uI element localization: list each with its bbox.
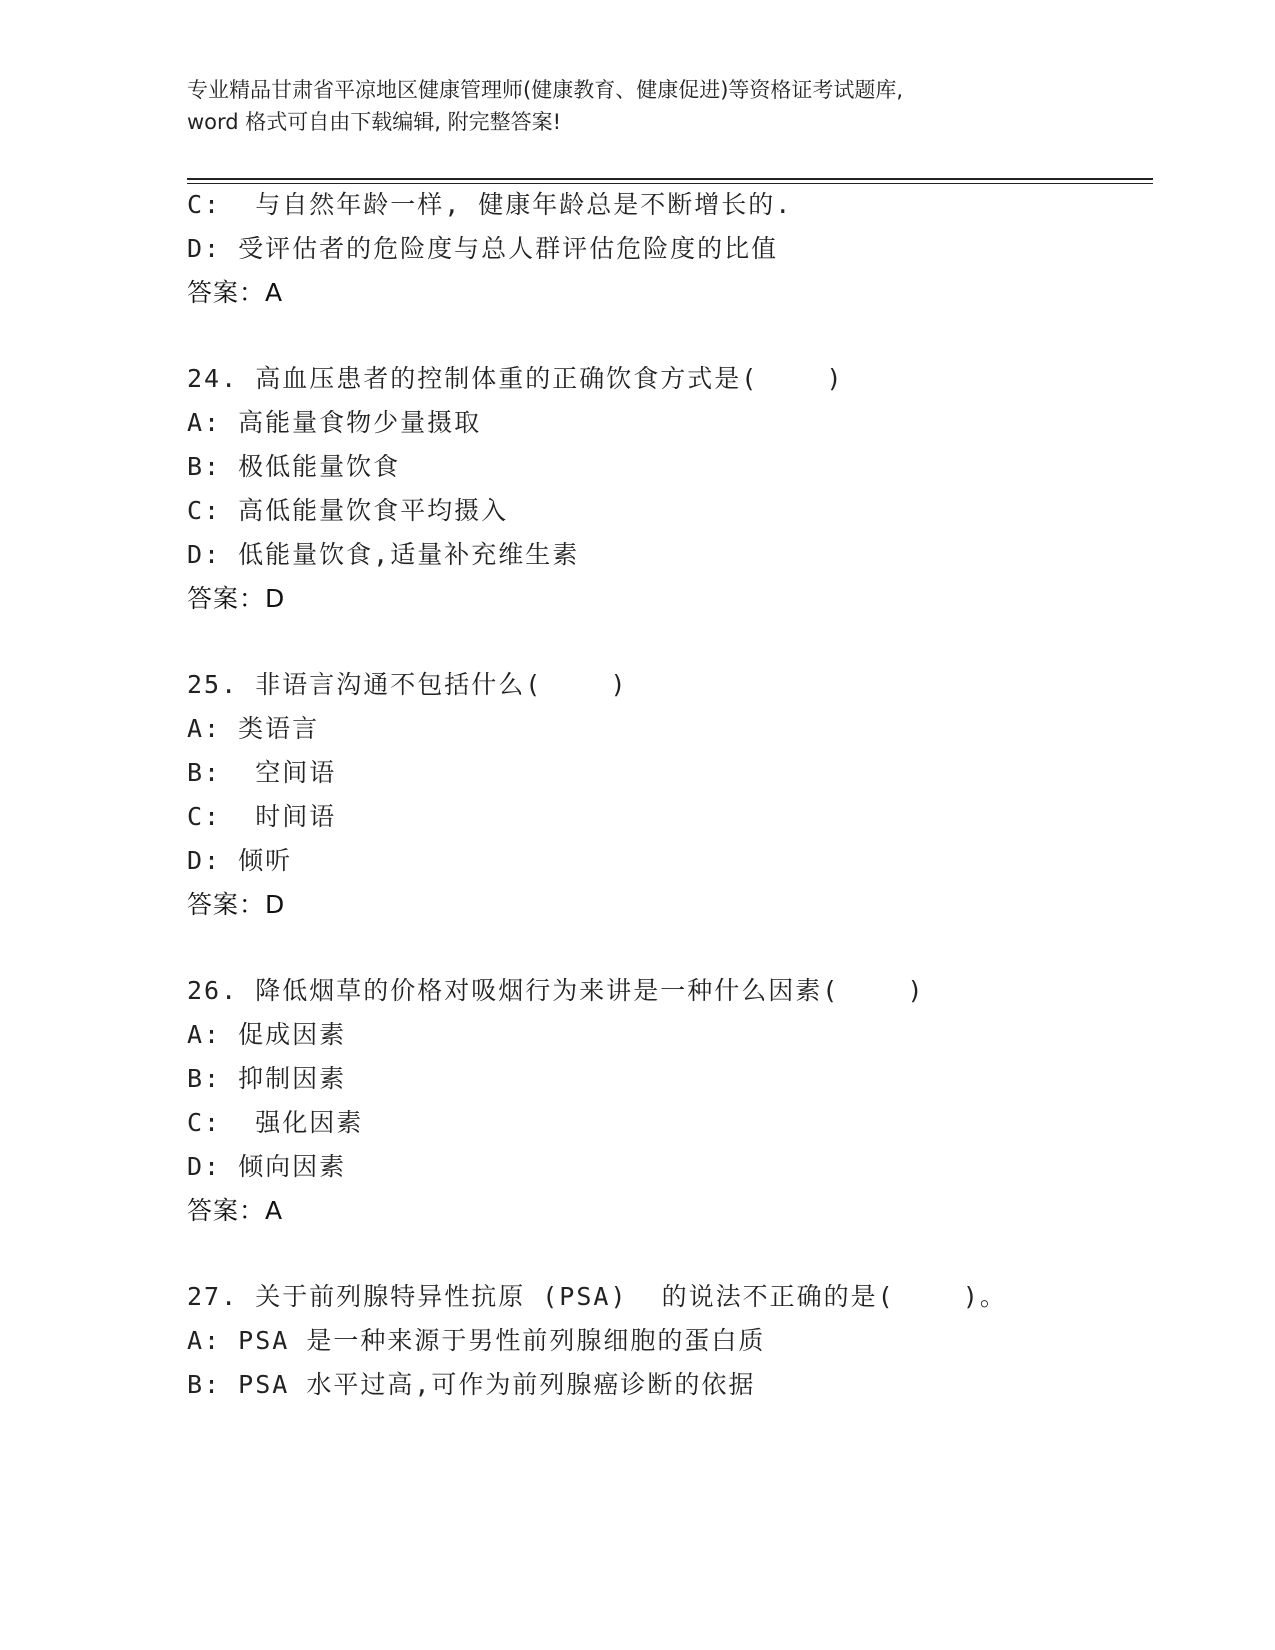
prev-option-c: C: 与自然年龄一样, 健康年龄总是不断增长的. — [187, 190, 793, 219]
question-25-option-a: A: 类语言 — [187, 714, 320, 743]
question-26-option-a: A: 促成因素 — [187, 1020, 347, 1049]
question-25-answer: 答案：D — [187, 890, 286, 919]
header-line-2: word 格式可自由下载编辑, 附完整答案! — [187, 110, 562, 134]
question-24-option-c: C: 高低能量饮食平均摄入 — [187, 496, 509, 525]
question-25-stem: 25. 非语言沟通不包括什么( ) — [187, 670, 628, 699]
question-24-option-a: A: 高能量食物少量摄取 — [187, 408, 482, 437]
question-24-stem: 24. 高血压患者的控制体重的正确饮食方式是( ) — [187, 364, 844, 393]
question-24-option-d: D: 低能量饮食,适量补充维生素 — [187, 540, 580, 569]
question-26-stem: 26. 降低烟草的价格对吸烟行为来讲是一种什么因素( ) — [187, 976, 925, 1005]
prev-option-d: D: 受评估者的危险度与总人群评估危险度的比值 — [187, 234, 779, 263]
prev-answer: 答案：A — [187, 278, 284, 307]
question-24-option-b: B: 极低能量饮食 — [187, 452, 401, 481]
question-27-option-a: A: PSA 是一种来源于男性前列腺细胞的蛋白质 — [187, 1326, 766, 1355]
question-27-option-b: B: PSA 水平过高,可作为前列腺癌诊断的依据 — [187, 1370, 756, 1399]
question-26-answer: 答案：A — [187, 1196, 284, 1225]
question-24-answer: 答案：D — [187, 584, 286, 613]
document-header — [187, 74, 1087, 138]
question-25-option-c: C: 时间语 — [187, 802, 337, 831]
question-26-option-d: D: 倾向因素 — [187, 1152, 347, 1181]
header-divider-thin — [187, 183, 1153, 184]
question-25-option-d: D: 倾听 — [187, 846, 293, 875]
header-line-1: 专业精品甘肃省平凉地区健康管理师(健康教育、健康促进)等资格证考试题库, — [187, 78, 904, 102]
question-27-stem: 27. 关于前列腺特异性抗原 (PSA) 的说法不正确的是( )。 — [187, 1282, 1007, 1311]
question-26-option-c: C: 强化因素 — [187, 1108, 364, 1137]
header-divider-thick — [187, 178, 1153, 180]
question-26-option-b: B: 抑制因素 — [187, 1064, 347, 1093]
question-25-option-b: B: 空间语 — [187, 758, 337, 787]
